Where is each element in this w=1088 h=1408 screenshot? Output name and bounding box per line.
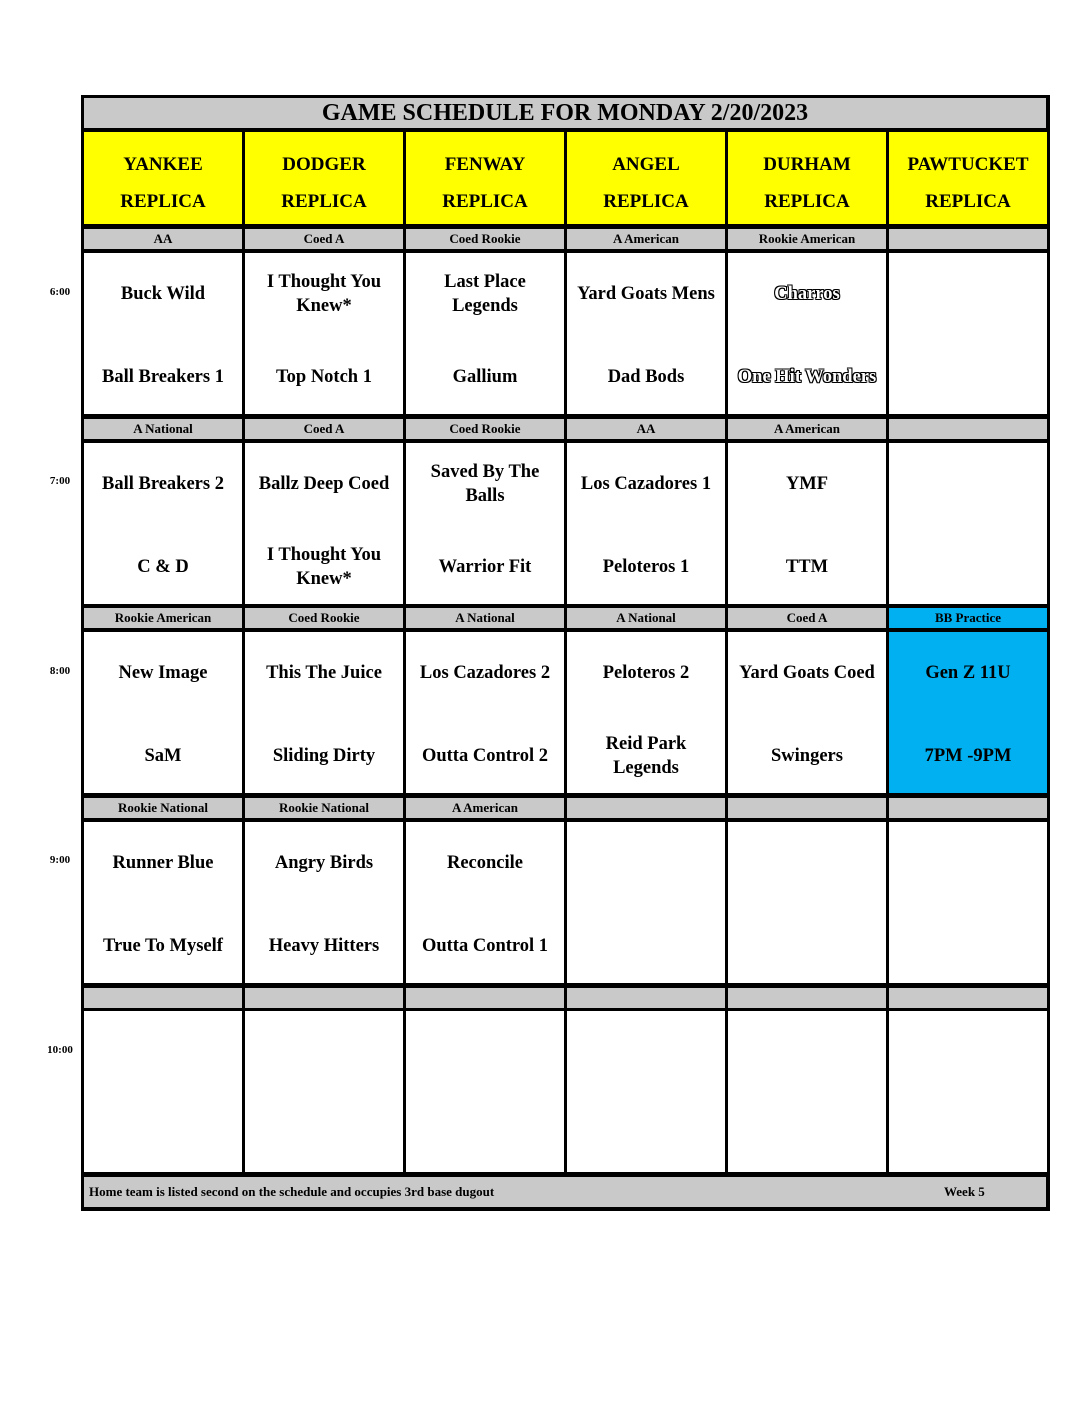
home-team bbox=[84, 1100, 242, 1170]
division-label: A National bbox=[567, 608, 725, 628]
venue-sub: REPLICA bbox=[281, 191, 367, 212]
game-cell bbox=[84, 1011, 242, 1172]
division-label bbox=[406, 988, 564, 1008]
home-team: Reid Park Legends bbox=[605, 734, 687, 778]
game-cell bbox=[889, 443, 1047, 604]
away-team bbox=[889, 1017, 1047, 1087]
venue-sub: REPLICA bbox=[120, 191, 206, 212]
division-label: Coed Rookie bbox=[406, 419, 564, 439]
division-label bbox=[889, 419, 1047, 439]
away-team: I Thought You Knew* bbox=[266, 272, 382, 316]
home-team bbox=[889, 342, 1047, 412]
game-cell bbox=[567, 632, 725, 793]
away-team: Los Cazadores 1 bbox=[580, 474, 712, 494]
home-team bbox=[567, 1100, 725, 1170]
away-team: Ball Breakers 2 bbox=[102, 474, 224, 494]
away-team bbox=[84, 1017, 242, 1087]
home-team: Warrior Fit bbox=[438, 557, 532, 577]
home-team bbox=[728, 911, 886, 981]
venue-sub: REPLICA bbox=[764, 191, 850, 212]
venue-header bbox=[889, 132, 1047, 224]
game-cell bbox=[567, 443, 725, 604]
home-team: Outta Control 1 bbox=[421, 936, 549, 956]
division-label: A American bbox=[567, 229, 725, 249]
game-cell bbox=[245, 632, 403, 793]
home-team bbox=[889, 532, 1047, 602]
game-cell bbox=[728, 253, 886, 414]
footer-note: Home team is listed second on the schedule and occupies 3rd base dugout bbox=[89, 1184, 495, 1199]
division-label: BB Practice bbox=[889, 608, 1047, 628]
venue-name: YANKEE bbox=[123, 154, 203, 175]
division-label bbox=[728, 798, 886, 818]
venue-name: FENWAY bbox=[444, 154, 526, 175]
page-title: GAME SCHEDULE FOR MONDAY 2/20/2023 bbox=[84, 98, 1046, 128]
game-cell bbox=[889, 822, 1047, 983]
division-label bbox=[889, 798, 1047, 818]
home-team: C & D bbox=[137, 557, 189, 577]
division-label bbox=[728, 988, 886, 1008]
home-team bbox=[245, 1100, 403, 1170]
time-label: 10:00 bbox=[47, 1044, 73, 1056]
venue-name: ANGEL bbox=[612, 154, 680, 175]
away-team: Reconcile bbox=[446, 853, 524, 873]
game-cell bbox=[245, 1011, 403, 1172]
game-cell bbox=[406, 822, 564, 983]
division-label bbox=[567, 798, 725, 818]
venue-header bbox=[728, 132, 886, 224]
away-team: Runner Blue bbox=[112, 853, 214, 873]
division-label: Coed A bbox=[245, 419, 403, 439]
away-team: New Image bbox=[118, 663, 208, 683]
division-label: Coed Rookie bbox=[406, 229, 564, 249]
game-cell bbox=[245, 253, 403, 414]
venue-name: DURHAM bbox=[763, 154, 851, 175]
division-label: AA bbox=[567, 419, 725, 439]
time-label: 9:00 bbox=[49, 854, 71, 866]
away-team bbox=[889, 828, 1047, 898]
footer-note-row bbox=[84, 1177, 1046, 1207]
division-label: AA bbox=[84, 229, 242, 249]
game-cell bbox=[889, 1011, 1047, 1172]
home-team: True To Myself bbox=[103, 936, 223, 956]
division-label bbox=[889, 988, 1047, 1008]
game-cell bbox=[567, 1011, 725, 1172]
venue-sub: REPLICA bbox=[603, 191, 689, 212]
division-label: A American bbox=[728, 419, 886, 439]
division-label bbox=[889, 229, 1047, 249]
away-team bbox=[889, 259, 1047, 329]
home-team: I Thought You Knew* bbox=[266, 545, 382, 589]
week-label: Week 5 bbox=[944, 1184, 985, 1199]
game-cell bbox=[567, 822, 725, 983]
venue-sub: REPLICA bbox=[925, 191, 1011, 212]
home-team: Swingers bbox=[771, 746, 843, 766]
venue-header bbox=[567, 132, 725, 224]
home-team bbox=[889, 1100, 1047, 1170]
home-team: Heavy Hitters bbox=[268, 936, 380, 956]
game-cell bbox=[245, 443, 403, 604]
venue-header bbox=[245, 132, 403, 224]
time-label: 8:00 bbox=[49, 665, 71, 677]
time-label: 6:00 bbox=[49, 286, 71, 298]
game-cell bbox=[406, 253, 564, 414]
home-team bbox=[728, 1100, 886, 1170]
home-team: Outta Control 2 bbox=[421, 746, 549, 766]
division-label: Coed A bbox=[245, 229, 403, 249]
away-team: Buck Wild bbox=[120, 284, 206, 304]
away-team: Charros bbox=[774, 284, 840, 304]
home-team: 7PM -9PM bbox=[924, 746, 1012, 766]
away-team bbox=[728, 1017, 886, 1087]
game-cell bbox=[728, 632, 886, 793]
away-team bbox=[728, 828, 886, 898]
game-cell bbox=[567, 253, 725, 414]
home-team bbox=[406, 1100, 564, 1170]
away-team: Gen Z 11U bbox=[925, 663, 1011, 683]
division-label: Rookie American bbox=[728, 229, 886, 249]
game-cell bbox=[84, 253, 242, 414]
game-cell bbox=[406, 443, 564, 604]
home-team: One Hit Wonders bbox=[737, 367, 877, 387]
away-team: Last Place Legends bbox=[444, 272, 526, 316]
home-team: Peloteros 1 bbox=[602, 557, 690, 577]
home-team: SaM bbox=[144, 746, 182, 766]
away-team: Ballz Deep Coed bbox=[258, 474, 390, 494]
away-team bbox=[567, 828, 725, 898]
game-cell bbox=[84, 822, 242, 983]
game-cell bbox=[889, 632, 1047, 793]
schedule-table bbox=[81, 95, 1050, 1211]
game-cell bbox=[406, 632, 564, 793]
home-team: Sliding Dirty bbox=[272, 746, 376, 766]
division-label: A American bbox=[406, 798, 564, 818]
venue-header bbox=[84, 132, 242, 224]
away-team: Peloteros 2 bbox=[602, 663, 690, 683]
division-label bbox=[84, 988, 242, 1008]
home-team bbox=[889, 911, 1047, 981]
game-cell bbox=[889, 253, 1047, 414]
division-label: Coed Rookie bbox=[245, 608, 403, 628]
time-label: 7:00 bbox=[49, 475, 71, 487]
division-label bbox=[567, 988, 725, 1008]
division-label: Rookie National bbox=[245, 798, 403, 818]
home-team: Top Notch 1 bbox=[276, 367, 372, 387]
home-team: Ball Breakers 1 bbox=[102, 367, 224, 387]
division-label: Coed A bbox=[728, 608, 886, 628]
away-team: Yard Goats Coed bbox=[739, 663, 875, 683]
home-team: Dad Bods bbox=[607, 367, 685, 387]
game-cell bbox=[728, 1011, 886, 1172]
game-cell bbox=[406, 1011, 564, 1172]
game-cell bbox=[728, 443, 886, 604]
game-cell bbox=[84, 443, 242, 604]
venue-header bbox=[406, 132, 564, 224]
away-team: This The Juice bbox=[266, 663, 382, 683]
division-label: A National bbox=[84, 419, 242, 439]
division-label bbox=[245, 988, 403, 1008]
home-team: TTM bbox=[785, 557, 829, 577]
away-team: YMF bbox=[785, 474, 829, 494]
game-cell bbox=[245, 822, 403, 983]
home-team: Gallium bbox=[452, 367, 518, 387]
game-cell bbox=[84, 632, 242, 793]
away-team: Los Cazadores 2 bbox=[419, 663, 551, 683]
division-label: A National bbox=[406, 608, 564, 628]
away-team bbox=[889, 449, 1047, 519]
game-cell bbox=[728, 822, 886, 983]
away-team bbox=[567, 1017, 725, 1087]
away-team: Angry Birds bbox=[274, 853, 374, 873]
home-team bbox=[567, 911, 725, 981]
venue-sub: REPLICA bbox=[442, 191, 528, 212]
away-team bbox=[245, 1017, 403, 1087]
away-team: Saved By The Balls bbox=[430, 462, 540, 506]
venue-name: PAWTUCKET bbox=[907, 154, 1029, 175]
division-label: Rookie National bbox=[84, 798, 242, 818]
division-label: Rookie American bbox=[84, 608, 242, 628]
away-team: Yard Goats Mens bbox=[577, 284, 715, 304]
away-team bbox=[406, 1017, 564, 1087]
venue-name: DODGER bbox=[282, 154, 366, 175]
